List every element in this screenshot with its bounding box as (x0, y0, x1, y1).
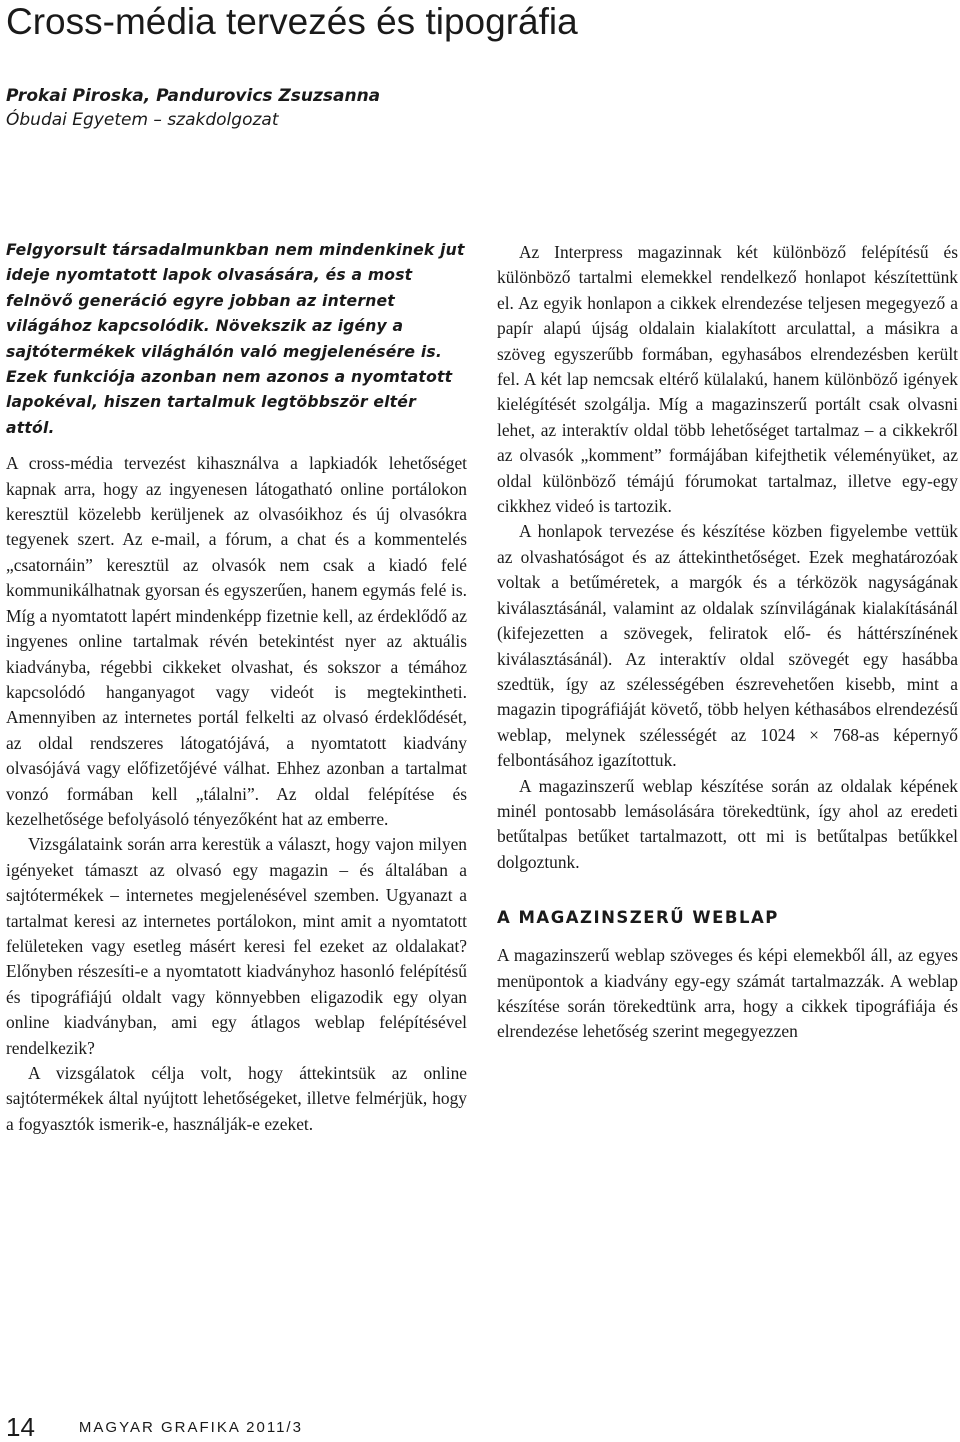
body-paragraph: Vizsgálataink során arra kerestük a választ, hogy vajon milyen igényeket támaszt az olvasó egy magazin – és általában a sajtótermékek – internetes megjelenésével szemben. Ugyanazt a tartalmat keresi az internetes portálokon, mint amit a nyomtatott felületeken vagy esetleg másért keresi fel ezeket az oldalakat? Előnyben részesíti-e a nyomtatott kiadványhoz hasonló felépítésű és tipográfiájú oldalt vagy könnyebben eligazodik egy olyan online kiadványban, ami egy átlagos weblap felépítésével rendelkezik? (6, 834, 467, 1058)
body-paragraph: A cross-média tervezést kihasználva a lapkiadók lehetőséget kapnak arra, hogy az ingyenesen látogatható online portálokon keresztül közelebb kerüljenek az olvasóikhoz és új olvasókra tegyenek szert. Az e-mail, a fórum, a chat és a kommentelés „csatornáin” keresztül az olvasók nem csak a kiadó felé kommunikálhatnak gyorsan és egyszerűen, hanem egymás felé is. Míg a nyomtatott lapért mindenképp fizetnie kell, az érdeklődő az ingyenes online tartalmak révén betekintést nyer az aktuális kiadványba, régebbi cikkeket olvashat, és sokszor a témához kapcsolódó hanganyagot vagy videót is megtekintheti. Amennyiben az internetes portál felkelti az olvasó érdeklődését, az oldal rendszeres látogatójává, a nyomtatott kiadvány olvasójává vagy előfizetőjévé válhat. Ehhez azonban a tartalmat vonzó formában kell „tálalni”. Az oldal felépítése és kezelhetősége befolyásoló tényezőként hat az emberre. (6, 453, 467, 829)
lead-paragraph: Felgyorsult társadalmunkban nem mindenkinek jut ideje nyomtatott lapok olvasására, és a most felnövő generáció egyre jobban az internet világához kapcsolódik. Növekszik az igény a sajtótermékek világhálón való megjelenésére is. Ezek funkciója azonban nem azonos a nyomtatott lapokéval, hiszen tartalmuk legtöbbször eltér attól. (6, 241, 465, 437)
journal-name: MAGYAR GRAFIKA 2011/3 (78, 1419, 303, 1436)
right-body (497, 240, 958, 875)
left-body (6, 451, 467, 1137)
section-heading: A MAGAZINSZERŰ WEBLAP (497, 908, 779, 928)
body-paragraph: A vizsgálatok célja volt, hogy áttekintsük az online sajtótermékek által nyújtott lehetőségeket, illetve felmérjük, hogy a fogyasztók ismerik-e, használják-e ezeket. (6, 1063, 467, 1134)
right-column (497, 240, 958, 1045)
article-affiliation: Óbudai Egyetem – szakdolgozat (6, 110, 279, 130)
body-paragraph: A magazinszerű weblap szöveges és képi elemekből áll, az egyes menüpontok a kiadvány egy-egy számát tartalmazzák. A weblap készítése során törekedtünk arra, hogy a cikkek tipográfiája és elrendezése lehetőség szerint megegyezzen (497, 945, 958, 1042)
page-footer (6, 1410, 303, 1440)
body-paragraph: Az Interpress magazinnak két különböző felépítésű és különböző tartalmi elemekkel rendelkező honlapot készítettünk el. Az egyik honlapon a cikkek elrendezése teljesen megegyező a papír alapú újság oldalain kialakított arculattal, a másikra a szöveg egyszerűbb formában, egyhasábos elrendezésben került fel. A két lap nemcsak eltérő külalakú, hanem különböző igények kielégítését szolgálja. Míg a magazinszerű portált csak olvasni lehet, az interaktív oldal több lehetőséget tartalmaz – a cikkekről az olvasók „komment” formájában kifejthetik véleményüket, az oldal különböző témájú fórumokat tartalmaz, illetve egy-egy cikkhez videó is tartozik. (497, 242, 958, 517)
article-authors: Prokai Piroska, Pandurovics Zsuzsanna (6, 86, 381, 106)
body-paragraph: A magazinszerű weblap készítése során az oldalak képének minél pontosabb lemásolására törekedtünk, így ahol az eredeti betűtalpas betűket tartalmazott, ott mi is betűtalpas betűkkel dolgoztunk. (497, 775, 958, 872)
page-number: 14 (6, 1412, 35, 1442)
section-body (497, 943, 958, 1045)
left-column (6, 238, 467, 1137)
body-paragraph: A honlapok tervezése és készítése közben figyelembe vettük az olvashatóságot és az áttekinthetőséget. Ezek meghatározóak voltak a betűméretek, a margók és a térközök nagyságának kiválasztásánál, valamint az oldalak színvilágának kialakításánál (kifejezetten a szövegek, feliratok elő- és háttérszínének kiválasztásánál). Az interaktív oldal szövegét egy hasábba szedtük, így az szélességében észrevehetően kisebb, mint a magazin tipográfiáját követő, több helyen kéthasábos elrendezésű weblap, melynek szélességét az 1024 × 768-as képernyő felbontásához igazítottuk. (497, 521, 958, 771)
article-title: Cross-média tervezés és tipográfia (6, 1, 578, 42)
